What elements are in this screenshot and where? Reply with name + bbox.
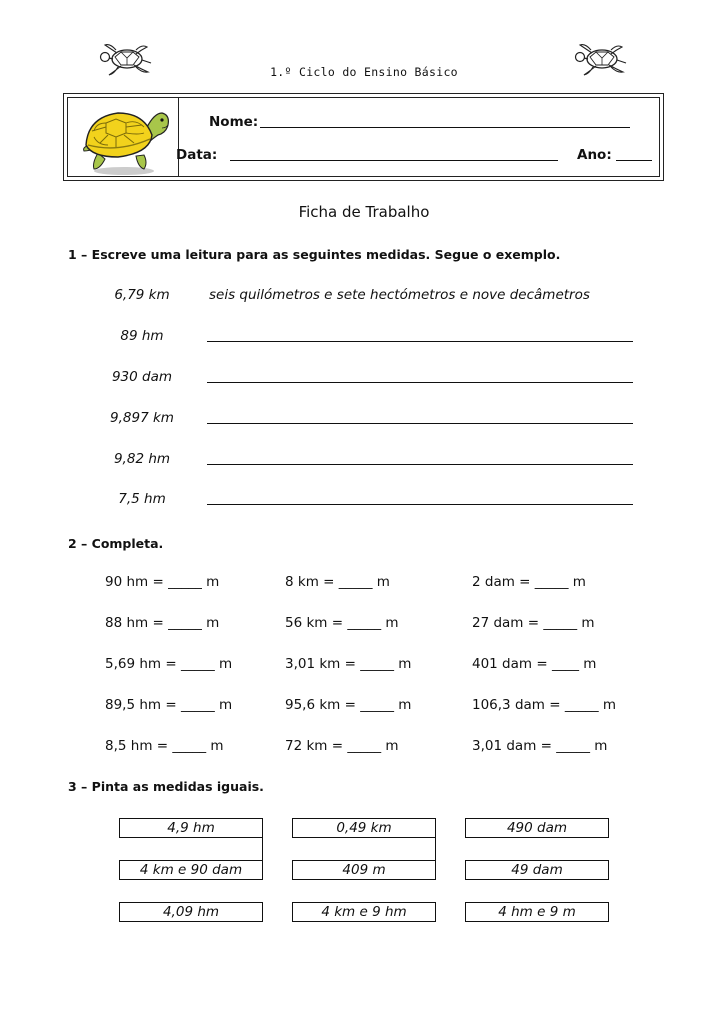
conversion-exercise[interactable]: 8 km = _____ m	[285, 574, 390, 590]
answer-line[interactable]	[207, 423, 633, 424]
conversion-exercise[interactable]: 90 hm = _____ m	[105, 574, 220, 590]
student-info-box	[63, 93, 664, 181]
measure-box[interactable]: 4 km e 9 hm	[292, 902, 436, 922]
conversion-exercise[interactable]: 3,01 dam = _____ m	[472, 738, 608, 754]
measure-box[interactable]: 4 hm e 9 m	[465, 902, 609, 922]
name-label: Nome:	[209, 114, 259, 130]
measure-box[interactable]: 0,49 km	[292, 818, 436, 838]
name-field[interactable]	[260, 127, 630, 128]
year-label: Ano:	[577, 147, 612, 163]
measure-item: 930 dam	[111, 369, 173, 385]
example-measure: 6,79 km	[114, 287, 170, 303]
conversion-exercise[interactable]: 72 km = _____ m	[285, 738, 399, 754]
measure-box[interactable]: 4 km e 90 dam	[119, 860, 263, 880]
question-1: 1 – Escreve uma leitura para as seguintes medidas. Segue o exemplo.	[68, 247, 561, 262]
example-reading: seis quilómetros e sete hectómetros e nove decâmetros	[209, 287, 590, 303]
conversion-exercise[interactable]: 401 dam = ____ m	[472, 656, 597, 672]
conversion-exercise[interactable]: 3,01 km = _____ m	[285, 656, 412, 672]
measure-item: 9,82 hm	[113, 451, 171, 467]
conversion-exercise[interactable]: 56 km = _____ m	[285, 615, 399, 631]
question-2: 2 – Completa.	[68, 536, 164, 551]
measure-box[interactable]: 409 m	[292, 860, 436, 880]
answer-line[interactable]	[207, 341, 633, 342]
conversion-exercise[interactable]: 5,69 hm = _____ m	[105, 656, 233, 672]
conversion-exercise[interactable]: 8,5 hm = _____ m	[105, 738, 224, 754]
measure-item: 9,897 km	[110, 410, 174, 426]
measure-box[interactable]: 4,9 hm	[119, 818, 263, 838]
conversion-exercise[interactable]: 2 dam = _____ m	[472, 574, 586, 590]
question-3: 3 – Pinta as medidas iguais.	[68, 779, 264, 794]
conversion-exercise[interactable]: 89,5 hm = _____ m	[105, 697, 233, 713]
info-box-inner-frame	[67, 97, 660, 177]
answer-line[interactable]	[207, 504, 633, 505]
conversion-exercise[interactable]: 27 dam = _____ m	[472, 615, 595, 631]
year-field[interactable]	[616, 160, 652, 161]
yellow-turtle-illustration	[78, 101, 174, 179]
measure-box[interactable]: 4,09 hm	[119, 902, 263, 922]
conversion-exercise[interactable]: 88 hm = _____ m	[105, 615, 220, 631]
date-label: Data:	[176, 147, 218, 163]
measure-item: 89 hm	[120, 328, 164, 344]
measure-box[interactable]: 49 dam	[465, 860, 609, 880]
measure-item: 7,5 hm	[118, 491, 166, 507]
conversion-exercise[interactable]: 95,6 km = _____ m	[285, 697, 412, 713]
answer-line[interactable]	[207, 464, 633, 465]
worksheet-title: Ficha de Trabalho	[298, 203, 430, 221]
box-connector-line	[262, 837, 263, 860]
measure-box[interactable]: 490 dam	[465, 818, 609, 838]
school-level-label: 1.º Ciclo do Ensino Básico	[270, 65, 458, 79]
conversion-exercise[interactable]: 106,3 dam = _____ m	[472, 697, 617, 713]
box-connector-line	[435, 837, 436, 860]
info-box-divider	[178, 98, 179, 176]
date-field[interactable]	[230, 160, 558, 161]
answer-line[interactable]	[207, 382, 633, 383]
